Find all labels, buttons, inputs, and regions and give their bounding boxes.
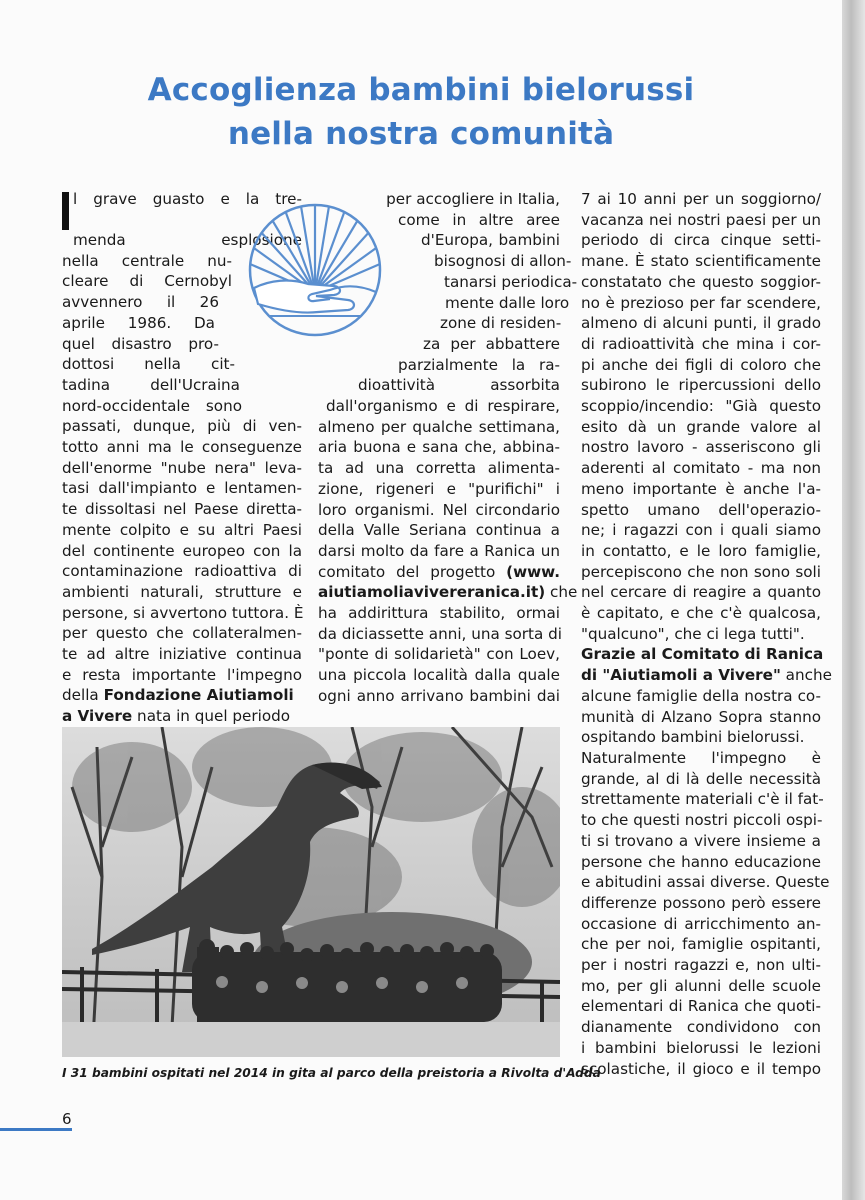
text-line: aria buona e sana che, abbina- bbox=[318, 438, 560, 457]
foundation-name-bold: Fondazione Aiutiamoli bbox=[103, 686, 294, 705]
text-line: munità di Alzano Sopra stanno bbox=[581, 707, 821, 726]
website-bold: (www. bbox=[506, 562, 560, 581]
text-line: te dissoltasi nel Paese diretta- bbox=[62, 500, 302, 519]
drop-cap-i bbox=[62, 192, 69, 230]
text-line: vacanza nei nostri paesi per un bbox=[581, 210, 821, 229]
text-line: totto anni ma le conseguenze bbox=[62, 438, 302, 457]
text-line: Naturalmente l'impegno è bbox=[581, 748, 821, 767]
text-line: della Fondazione Aiutiamoli bbox=[62, 686, 294, 705]
text-line: nostro lavoro - asseriscono gli bbox=[581, 438, 821, 457]
text-line: dottosi nella cit- bbox=[62, 355, 235, 374]
text-line: tanarsi periodica- bbox=[444, 272, 578, 291]
text-line: ambienti naturali, strutture e bbox=[62, 582, 302, 601]
text-line: i bambini bielorussi le lezioni bbox=[581, 1038, 821, 1057]
text-line: to che questi nostri piccoli ospi- bbox=[581, 811, 823, 830]
dinosaur-group-photo bbox=[62, 727, 560, 1057]
text-line: per i nostri ragazzi e, non ulti- bbox=[581, 956, 821, 975]
text-line: elementari di Ranica che quoti- bbox=[581, 997, 821, 1016]
text-line: mente dalle loro bbox=[445, 293, 570, 312]
text-line: persone che hanno educazione bbox=[581, 852, 821, 871]
text-line: aderenti al comitato - ma non bbox=[581, 459, 821, 478]
text-line: mente colpito e su altri Paesi bbox=[62, 520, 302, 539]
text-line: grande, al di là delle necessità bbox=[581, 769, 821, 788]
text-line: e abitudini assai diverse. Queste bbox=[581, 873, 830, 892]
text-line: differenze possono però essere bbox=[581, 893, 821, 912]
text-line: loro organismi. Nel circondario bbox=[318, 500, 560, 519]
text-line: nel cercare di reagire a quanto bbox=[581, 583, 821, 602]
text-line: per questo che collateralmen- bbox=[62, 624, 302, 643]
text-line: ta ad una corretta alimenta- bbox=[318, 459, 560, 478]
title-line-1: Accoglienza bambini bielorussi bbox=[147, 72, 695, 108]
text-line: per accogliere in Italia, bbox=[386, 190, 560, 208]
text-line: zione, rigeneri e "purifichi" i bbox=[318, 479, 560, 498]
text-line: menda esplosione bbox=[73, 231, 302, 249]
text-line: occasione di arricchimento an- bbox=[581, 914, 821, 933]
text-line: nord-occidentale sono bbox=[62, 396, 242, 415]
text-line: tasi dall'impianto e lentamen- bbox=[62, 479, 302, 498]
text-line: comitato del progetto (www. bbox=[318, 562, 560, 581]
text-line: "ponte di solidarietà" con Loev, bbox=[318, 645, 560, 664]
foundation-name-bold: a Vivere bbox=[62, 707, 133, 726]
text-line: in contatto, e le loro famiglie, bbox=[581, 541, 821, 560]
text-line: 7 ai 10 anni per un soggiorno/ bbox=[581, 190, 821, 208]
text-line: ne; i ragazzi con i quali siamo bbox=[581, 521, 821, 540]
website-link: aiutiamoliavivereranica.it) bbox=[318, 583, 546, 602]
text-line: del continente europeo con la bbox=[62, 541, 302, 560]
text-line: ospitando bambini bielorussi. bbox=[581, 728, 805, 747]
text-line: d'Europa, bambini bbox=[421, 231, 560, 250]
text-line: passati, dunque, più di ven- bbox=[62, 417, 302, 436]
text-line: a Vivere nata in quel periodo bbox=[62, 707, 291, 726]
text-line: constatato che questo soggior- bbox=[581, 272, 821, 291]
text-line: una piccola località dalla quale bbox=[318, 666, 560, 685]
text-line: aprile 1986. Da bbox=[62, 313, 215, 332]
text-line: mo, per gli alunni delle scuole bbox=[581, 976, 821, 995]
text-line: ti si trovano a vivere insieme a bbox=[581, 831, 821, 850]
text-line: scolastiche, il gioco e il tempo bbox=[581, 1059, 821, 1078]
text-line: bisognosi di allon- bbox=[434, 252, 572, 271]
text-line: strettamente materiali c'è il fat- bbox=[581, 790, 824, 809]
text-line: percepiscono che non sono soli bbox=[581, 562, 821, 581]
text-line: subirono le ripercussioni dello bbox=[581, 376, 821, 395]
text-line: dall'organismo e di respirare, bbox=[326, 397, 560, 416]
text-line: no è prezioso per far scendere, bbox=[581, 293, 821, 312]
text-line: di radioattività che mina i cor- bbox=[581, 334, 821, 353]
text-line: avvennero il 26 bbox=[62, 293, 219, 312]
text-line: pi anche dei figli di coloro che bbox=[581, 355, 821, 374]
text-line: spetto umano dell'operazio- bbox=[581, 500, 821, 519]
text-line: almeno per qualche settimana, bbox=[318, 417, 560, 436]
text-line: dell'enorme "nube nera" leva- bbox=[62, 458, 302, 477]
text-line: "qualcuno", che ci lega tutti". bbox=[581, 624, 805, 643]
text-line: cleare di Cernobyl bbox=[62, 272, 232, 291]
text-line: zone di residen- bbox=[440, 314, 562, 333]
text-line: alcune famiglie della nostra co- bbox=[581, 686, 821, 705]
article-column-3 bbox=[581, 189, 832, 1079]
text-line: come in altre aree bbox=[398, 210, 560, 229]
text-line: periodo di circa cinque setti- bbox=[581, 231, 821, 250]
text-line: della Valle Seriana continua a bbox=[318, 521, 560, 540]
text-line: te ad altre iniziative continua bbox=[62, 645, 302, 664]
text-line: è capitato, e che c'è qualcosa, bbox=[581, 604, 821, 623]
page-number: 6 bbox=[62, 1110, 72, 1128]
text-line: ogni anno arrivano bambini dai bbox=[318, 686, 560, 705]
text-line-bold: Grazie al Comitato di Ranica bbox=[581, 645, 824, 664]
photo-caption: I 31 bambini ospitati nel 2014 in gita al parco della preistoria a Rivolta d'Adda bbox=[62, 1066, 601, 1080]
text-line: di "Aiutiamoli a Vivere" anche bbox=[581, 666, 832, 685]
page-spine-shadow bbox=[842, 0, 865, 1200]
text-line: dianamente condividono con bbox=[581, 1018, 821, 1037]
text-line: esito dà un grande valore al bbox=[581, 417, 821, 436]
text-line: za per abbattere bbox=[423, 334, 560, 353]
text-line: da diciassette anni, una sorta di bbox=[318, 624, 562, 643]
text-line: quel disastro pro- bbox=[62, 334, 219, 353]
text-line: nella centrale nu- bbox=[62, 251, 232, 270]
text-line: parzialmente la ra- bbox=[398, 355, 560, 374]
text-line: almeno di alcuni punti, il grado bbox=[581, 314, 821, 333]
text-line: aiutiamoliavivereranica.it) che bbox=[318, 583, 578, 602]
text-line: mane. È stato scientificamente bbox=[581, 252, 821, 271]
text-line: meno importante è anche l'a- bbox=[581, 479, 821, 498]
page-number-bar bbox=[0, 1128, 72, 1131]
title-line-2: nella nostra comunità bbox=[227, 116, 615, 152]
text-line: che per noi, famiglie ospitanti, bbox=[581, 935, 821, 954]
text-line: l grave guasto e la tre- bbox=[62, 189, 302, 230]
article-column-2 bbox=[318, 189, 578, 707]
text-line: dioattività assorbita bbox=[358, 376, 560, 395]
text-line: darsi molto da fare a Ranica un bbox=[318, 541, 560, 560]
article-title bbox=[0, 68, 842, 156]
text-line: contaminazione radioattiva di bbox=[62, 562, 302, 581]
text-line: scoppio/incendio: "Già questo bbox=[581, 397, 821, 416]
text-line: tadina dell'Ucraina bbox=[62, 375, 240, 394]
text-line: ha addirittura stabilito, ormai bbox=[318, 604, 560, 623]
text-line: persone, si avvertono tuttora. È bbox=[62, 603, 304, 622]
text-line: e resta importante l'impegno bbox=[62, 665, 302, 684]
